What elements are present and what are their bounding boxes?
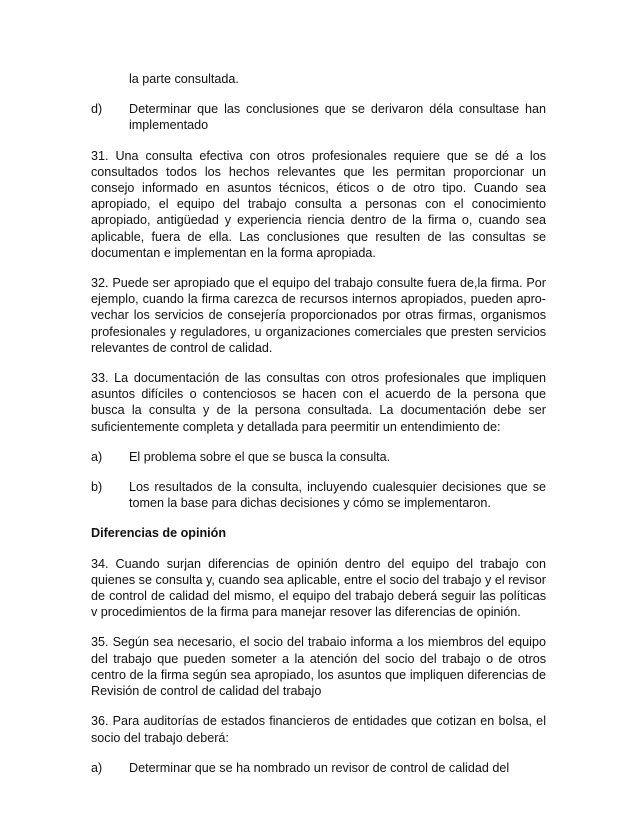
document-page — [91, 71, 546, 790]
list-marker: d) — [91, 102, 103, 117]
list-item-text: Determinar que se ha nombrado un revisor de control de calidad del — [129, 760, 510, 775]
list-item-b — [91, 479, 546, 511]
list-item-a-cut — [91, 760, 546, 776]
paragraph-34: 34. Cuando surjan diferencias de opinión dentro del equipo del trabajo con quienes se consulta y, cuando sea aplicable, entre el socio del trabajo y el revisor de control de calidad del mismo, el equipo del trabajo deberá seguir las políticas v procedimientos de la firma para manejar resover las diferencias de opinión. — [91, 556, 546, 620]
paragraph-36: 36. Para auditorías de estados financieros de entidades que cotizan en bolsa, el socio del trabajo deberá: — [91, 714, 546, 745]
paragraph-33: 33. La documentación de las consultas con otros profesionales que impliquen asuntos difíciles o contenciosos se hacen con el acuerdo de la persona que busca la consulta y de la persona consultada. La documentación debe ser suficientemente completa y detallada para peermitir un entendimiento de: — [91, 371, 546, 434]
continuation-line: la parte consultada. — [129, 72, 239, 86]
section-heading: Diferencias de opinión — [91, 526, 227, 541]
list-marker: a) — [91, 449, 103, 464]
list-item-d — [91, 101, 546, 133]
list-item-text: Determinar que las conclusiones que se derivaron déla consultase han implementado — [129, 102, 546, 133]
list-marker: a) — [91, 760, 103, 775]
paragraph-32: 32. Puede ser apropiado que el equipo del trabajo consulte fuera de,la firma. Por ejemplo, cuando la firma carezca de recursos internos apropiados, pueden apro- vechar los servicios de consejería proporcionados por otras firmas, organismos profesionales y reguladores, u organizaciones comerciales que presten servicios relevantes de control de calidad. — [91, 276, 546, 355]
continuation-text — [91, 71, 546, 87]
list-item-text: El problema sobre el que se busca la consulta. — [129, 449, 391, 464]
list-marker: b) — [91, 480, 103, 495]
list-item-a — [91, 449, 546, 465]
paragraph-31: 31. Una consulta efectiva con otros profesionales requiere que se dé a los consultados todos los hechos relevantes que les permitan proporcionar un consejo informado en asuntos técnicos, éticos o de otro tipo. Cuando sea apropiado, el equipo del trabajo consulta a personas con el conocimiento apropiado, antigüedad y experiencia riencia dentro de la firma o, cuando sea aplicable, fuera de ella. Las conclusiones que resulten de las consultas se documentan e implementan en la forma apropiada. — [91, 148, 546, 260]
list-item-text: Los resultados de la consulta, incluyendo cualesquier decisiones que se tomen la base para dichas decisiones y cómo se implementaron. — [129, 480, 546, 511]
paragraph-35: 35. Según sea necesario, el socio del trabaio informa a los miembros del equipo del trabajo que pueden someter a la atención del socio del trabajo o de otros centro de la firma según sea apropiado, los asuntos que impliquen diferencias de Revisión de control de calidad del trabajo — [91, 635, 546, 699]
